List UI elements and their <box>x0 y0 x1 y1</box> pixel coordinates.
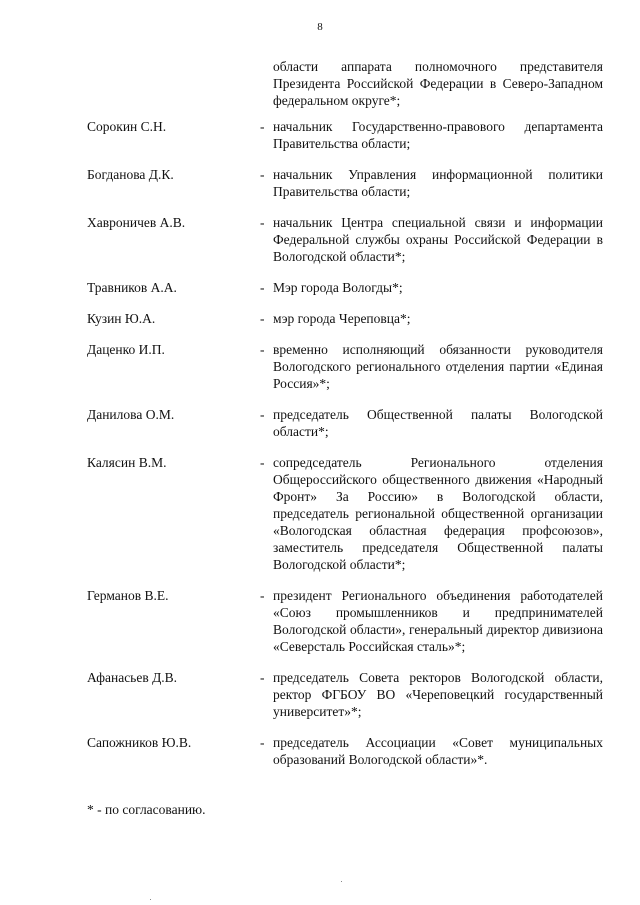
member-role: начальник Центра специальной связи и информации Федеральной службы охраны Российской Федерации в Вологодской области*; <box>273 215 603 264</box>
footnote: * - по согласованию. <box>87 802 206 817</box>
member-dash: - <box>260 280 265 295</box>
member-name: Данилова О.М. <box>87 407 175 422</box>
member-role: начальник Управления информационной политики Правительства области; <box>273 167 603 199</box>
member-dash: - <box>260 455 265 470</box>
member-row <box>87 341 603 392</box>
member-role: временно исполняющий обязанности руководителя Вологодского регионального отделения партии «Единая Россия»*; <box>273 342 603 391</box>
member-name: Травников А.А. <box>87 280 177 295</box>
member-dash: - <box>260 735 265 750</box>
member-role: начальник Государственно-правового департамента Правительства области; <box>273 119 603 151</box>
member-role: Мэр города Вологды*; <box>273 280 403 295</box>
scan-speck <box>150 899 151 900</box>
member-name: Сапожников Ю.В. <box>87 735 192 750</box>
member-role: председатель Общественной палаты Вологодской области*; <box>273 407 603 439</box>
member-role: сопредседатель Регионального отделения Общероссийского общественного движения «Народный Фронт» За Россию» в Вологодской области, председатель региональной общественной организации «Вологодская областная федерация профсоюзов», заместитель председателя Общественной палаты Вологодской области*; <box>273 455 603 572</box>
member-name: Афанасьев Д.В. <box>87 670 178 685</box>
member-row <box>87 279 603 296</box>
member-role: председатель Совета ректоров Вологодской области, ректор ФГБОУ ВО «Череповецкий государственный университет»*; <box>273 670 603 719</box>
member-dash: - <box>260 407 265 422</box>
member-row <box>87 310 603 327</box>
member-dash: - <box>260 119 265 134</box>
member-row <box>87 734 603 768</box>
member-name: Германов В.Е. <box>87 588 169 603</box>
member-dash: - <box>260 311 265 326</box>
member-row <box>87 669 603 720</box>
scan-speck <box>341 881 342 882</box>
member-name: Даценко И.П. <box>87 342 165 357</box>
member-name: Калясин В.М. <box>87 455 167 470</box>
member-name: Кузин Ю.А. <box>87 311 156 326</box>
member-dash: - <box>260 167 265 182</box>
member-name: Хавроничев А.В. <box>87 215 186 230</box>
member-row <box>87 406 603 440</box>
member-dash: - <box>260 215 265 230</box>
member-dash: - <box>260 342 265 357</box>
member-row <box>87 214 603 265</box>
member-role: мэр города Череповца*; <box>273 311 411 326</box>
member-dash: - <box>260 588 265 603</box>
member-row <box>87 118 603 152</box>
member-name: Богданова Д.К. <box>87 167 174 182</box>
member-role: президент Регионального объединения работодателей «Союз промышленников и предпринимателей Вологодской области», генеральный директор дивизиона «Северсталь Российская сталь»*; <box>273 588 603 654</box>
member-role: председатель Ассоциации «Совет муниципальных образований Вологодской области»*. <box>273 735 603 767</box>
member-row <box>87 166 603 200</box>
member-row <box>87 587 603 655</box>
page-number: 8 <box>317 21 323 33</box>
continuation-text: области аппарата полномочного представителя Президента Российской Федерации в Северо-Западном федеральном округе*; <box>273 59 603 108</box>
member-row <box>87 454 603 573</box>
members-list <box>87 118 603 782</box>
member-dash: - <box>260 670 265 685</box>
member-name: Сорокин С.Н. <box>87 119 167 134</box>
